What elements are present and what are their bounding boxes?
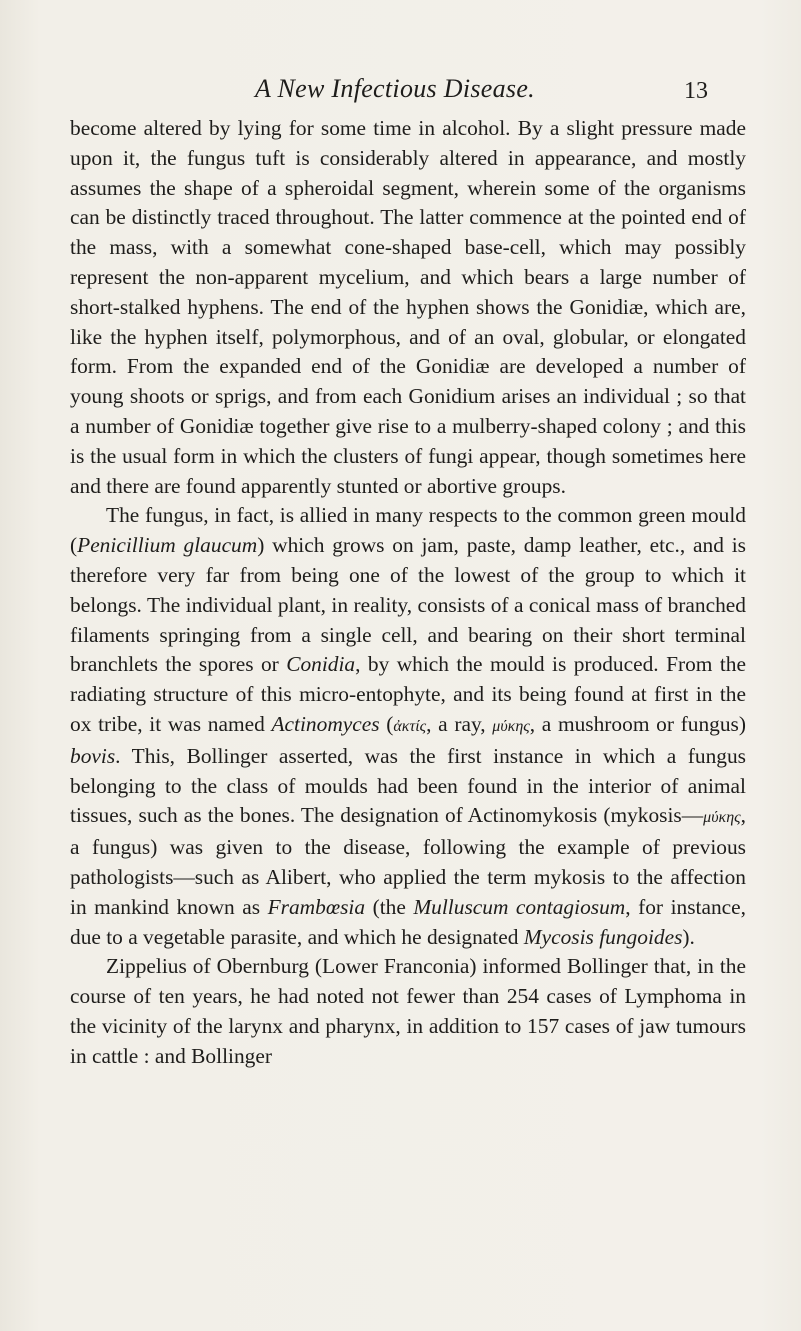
running-title: A New Infectious Disease. [255, 74, 535, 103]
term-molluscum: Mulluscum contagiosum [413, 894, 626, 919]
term-frambcesia: Frambœsia [267, 894, 366, 919]
page-number: 13 [684, 78, 708, 104]
paragraph-2 [70, 501, 746, 952]
term-conidia: Conidia [286, 652, 356, 677]
paragraph-1 [70, 114, 746, 501]
greek-aktis: ἀκτίς [393, 717, 427, 735]
paragraph-2-text-a: The fungus, in fact, is allied in many respects to the common green mould ( [70, 503, 746, 558]
greek-mykes: μύκης [492, 717, 530, 735]
paragraph-2-text-c: , by which the mould is produced. From the radiating structure of this micro-entophyte, and its being found at first in the ox tribe, it was named [70, 652, 746, 736]
paragraph-2-text-e: , a ray, [426, 711, 493, 736]
paragraph-2-text-g: . This, Bollinger asserted, was the first instance in which a fungus belonging to the class of moulds had been found in the interior of animal tissues, such as the bones. The designation of Actinomykosis (mykosis— [70, 743, 746, 828]
term-actinomyces: Actinomyces [271, 711, 380, 736]
page-header [0, 74, 801, 108]
paragraph-2-text-d: ( [379, 711, 394, 736]
paragraph-2-text-f: , a mushroom or fungus) [529, 711, 746, 736]
paragraph-2-text-b: ) which grows on jam, paste, damp leather, etc., and is therefore very far from being one of the lowest of the group to which it belongs. The individual plant, in reality, consists of a conical mass of branched filaments springing from a single cell, and bearing on their short terminal branchlets the spores or [70, 533, 746, 677]
paragraph-3-text: Zippelius of Obernburg (Lower Franconia) informed Bollinger that, in the course of ten years, he had noted not fewer than 254 cases of Lymphoma in the vicinity of the larynx and pharynx, in addition to 157 cases of jaw tumours in cattle : and Bollinger [70, 954, 746, 1068]
paragraph-2-text-i: (the [365, 894, 414, 919]
body-text [70, 114, 746, 1072]
paragraph-2-text-h: , a fungus) was given to the disease, following the example of previous pathologists—such as Alibert, who applied the term mykosis to the affection in mankind known as [70, 803, 746, 919]
term-bovis: bovis [70, 743, 116, 768]
greek-mykes-2: μύκης [703, 809, 741, 827]
paragraph-2-text-j: , for instance, due to a vegetable parasite, and which he designated [70, 894, 746, 949]
term-penicillium: Penicillium glaucum [77, 533, 258, 558]
paragraph-3 [70, 952, 746, 1071]
paragraph-2-text-k: ). [682, 924, 695, 949]
paragraph-1-text: become altered by lying for some time in alcohol. By a slight pressure made upon it, the fungus tuft is considerably altered in appearance, and mostly assumes the shape of a spheroidal segment, wherein some of the organisms can be distinctly traced throughout. The latter commence at the pointed end of the mass, with a somewhat cone-shaped base-cell, which may possibly represent the non-apparent mycelium, and which bears a large number of short-stalked hyphens. The end of the hyphen shows the Gonidiæ, which are, like the hyphen itself, polymorphous, and of an oval, globular, or elongated form. From the expanded end of the Gonidiæ are developed a number of young shoots or sprigs, and from each Gonidium arises an individual ; so that a number of Gonidiæ together give rise to a mulberry-shaped colony ; and this is the usual form in which the clusters of fungi appear, though sometimes here and there are found apparently stunted or abortive groups. [70, 116, 746, 498]
term-mycosis: Mycosis fungoides [523, 924, 683, 949]
